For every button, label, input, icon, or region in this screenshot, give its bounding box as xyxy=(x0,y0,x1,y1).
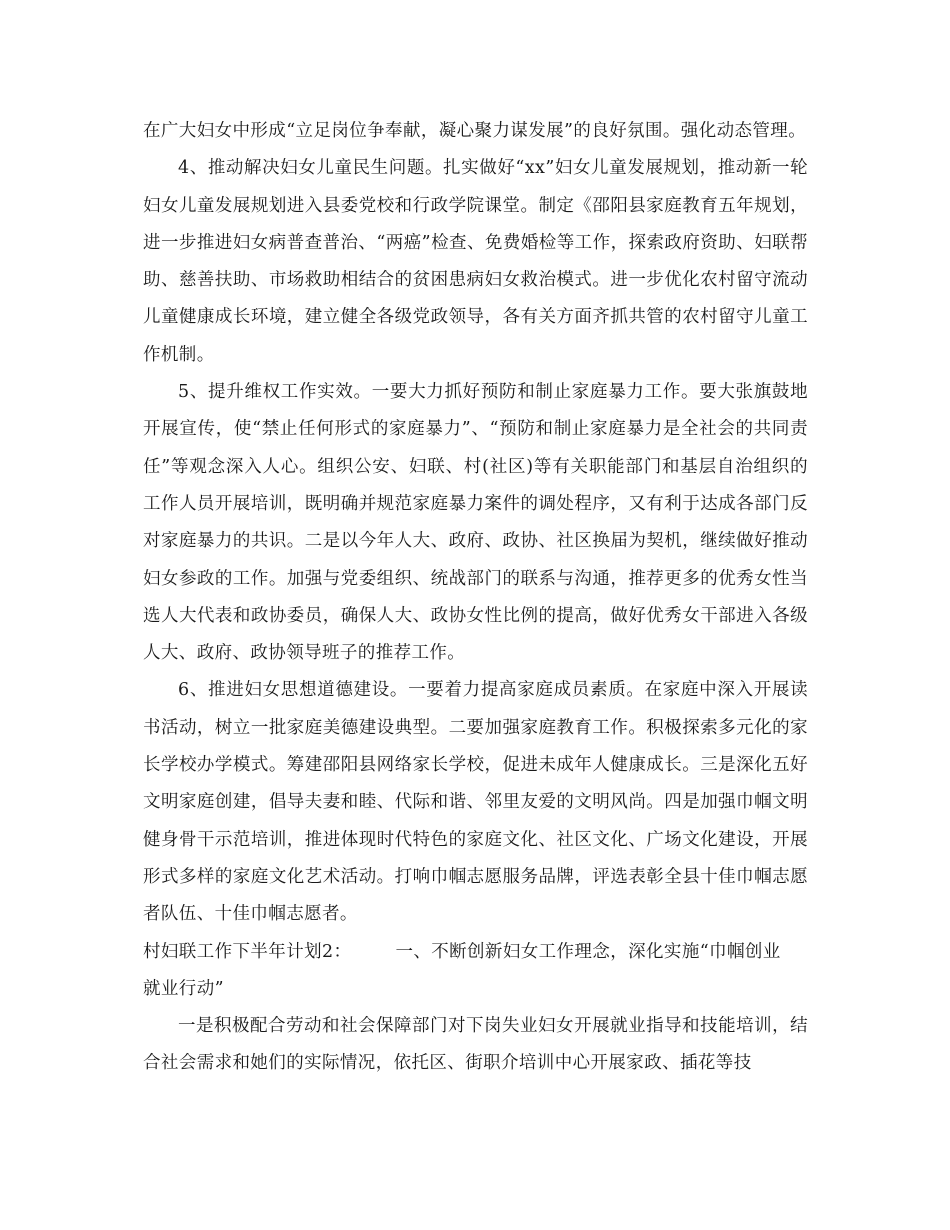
section-first-item: 一、不断创新妇女工作理念，深化实施“巾帼创业 xyxy=(395,941,781,962)
paragraph-item-6: 6、推进妇女思想道德建设。一要着力提高家庭成员素质。在家庭中深入开展读书活动，树立一批家庭美德建设典型。二要加强家庭教育工作。积极探索多元化的家长学校办学模式。筹建邵阳县网络家长学校，促进未成年人健康成长。三是深化五好文明家庭创建，倡导夫妻和睦、代际和谐、邻里友爱的文明风尚。四是加强巾帼文明健身骨干示范培训，推进体现时代特色的家庭文化、社区文化、广场文化建设，开展形式多样的家庭文化艺术活动。打响巾帼志愿服务品牌，评选表彰全县十佳巾帼志愿者队伍、十佳巾帼志愿者。 xyxy=(143,680,808,925)
paragraph-item-4: 4、推动解决妇女儿童民生问题。扎实做好“xx”妇女儿童发展规划，推动新一轮妇女儿童发展规划进入县委党校和行政学院课堂。制定《邵阳县家庭教育五年规划，进一步推进妇女病普查普治、“两癌”检查、免费婚检等工作，探索政府资助、妇联帮助、慈善扶助、市场救助相结合的贫困患病妇女救治模式。进一步优化农村留守流动儿童健康成长环境，建立健全各级党政领导，各有关方面齐抓共管的农村留守儿童工作机制。 xyxy=(143,158,808,365)
paragraph-closing: 一是积极配合劳动和社会保障部门对下岗失业妇女开展就业指导和技能培训，结合社会需求和她们的实际情况，依托区、街职介培训中心开展家政、插花等技 xyxy=(143,1016,808,1074)
section-first-item-continued: 就业行动” xyxy=(143,978,224,999)
section-heading xyxy=(143,934,808,971)
paragraph-item-5: 5、提升维权工作实效。一要大力抓好预防和制止家庭暴力工作。要大张旗鼓地开展宣传，使“禁止任何形式的家庭暴力”、“预防和制止家庭暴力是全社会的共同责任”等观念深入人心。组织公安、妇联、村(社区)等有关职能部门和基层自治组织的工作人员开展培训，既明确并规范家庭暴力案件的调处程序，又有利于达成各部门反对家庭暴力的共识。二是以今年人大、政府、政协、社区换届为契机，继续做好推动妇女参政的工作。加强与党委组织、统战部门的联系与沟通，推荐更多的优秀女性当选人大代表和政协委员，确保人大、政协女性比例的提高，做好优秀女干部进入各级人大、政府、政协领导班子的推荐工作。 xyxy=(143,382,808,664)
document-body xyxy=(143,113,808,1083)
paragraph-continued: 在广大妇女中形成“立足岗位争奉献，凝心聚力谋发展”的良好氛围。强化动态管理。 xyxy=(143,121,807,141)
section-title: 村妇联工作下半年计划2： xyxy=(143,941,352,962)
